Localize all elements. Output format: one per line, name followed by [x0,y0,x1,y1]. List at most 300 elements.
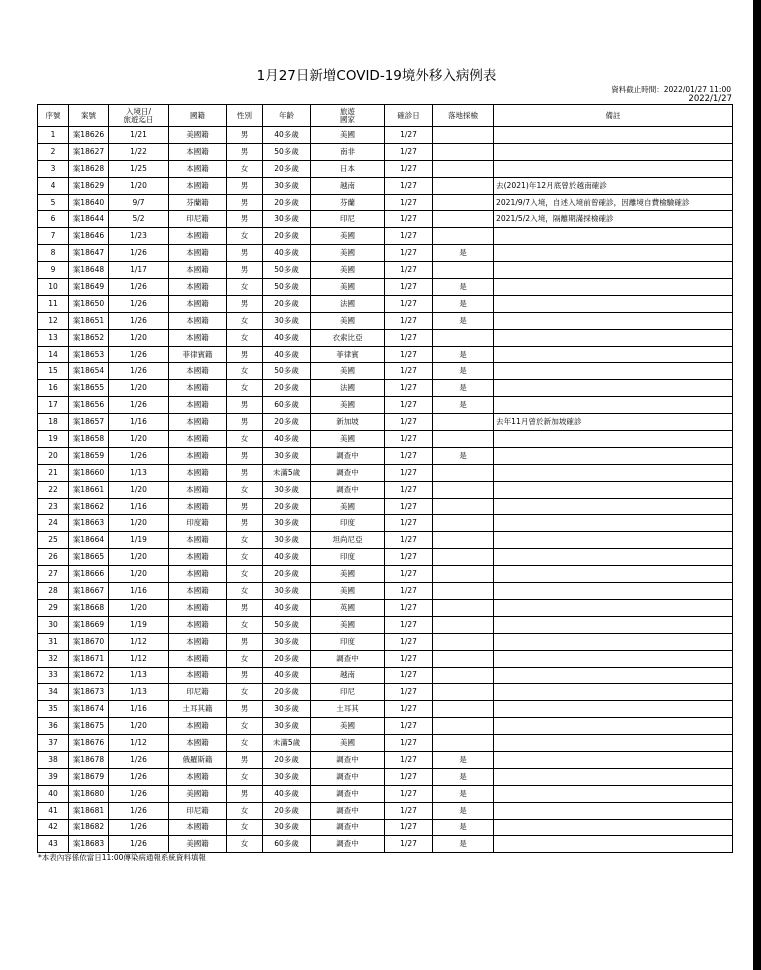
cell-seq: 4 [38,177,69,194]
cell-arrival-test [433,616,494,633]
cell-case-no: 案18650 [69,295,109,312]
cell-nationality: 本國籍 [169,329,227,346]
cell-nationality: 菲律賓籍 [169,346,227,363]
cell-arrival-test [433,498,494,515]
cell-travel-country: 越南 [311,177,385,194]
cell-case-no: 案18670 [69,633,109,650]
cell-confirm-date: 1/27 [385,599,433,616]
cell-entry-date: 1/23 [109,228,169,245]
cell-seq: 18 [38,414,69,431]
cell-case-no: 案18662 [69,498,109,515]
cell-sex: 男 [227,245,263,262]
cell-sex: 女 [227,583,263,600]
cell-case-no: 案18626 [69,127,109,144]
cell-entry-date: 1/19 [109,532,169,549]
cell-case-no: 案18678 [69,751,109,768]
cell-sex: 女 [227,363,263,380]
cell-seq: 33 [38,667,69,684]
cell-sex: 男 [227,127,263,144]
cell-age: 60多歲 [263,836,311,853]
cell-age: 50多歲 [263,363,311,380]
cell-sex: 女 [227,431,263,448]
table-row [38,515,733,532]
cell-sex: 女 [227,718,263,735]
cell-sex: 男 [227,295,263,312]
cell-age: 30多歲 [263,211,311,228]
cell-sex: 女 [227,566,263,583]
cell-arrival-test [433,667,494,684]
cell-entry-date: 1/17 [109,262,169,279]
cell-seq: 17 [38,397,69,414]
cell-confirm-date: 1/27 [385,650,433,667]
cell-age: 未滿5歲 [263,464,311,481]
cell-remarks [494,245,733,262]
cell-seq: 21 [38,464,69,481]
cell-remarks [494,279,733,296]
cell-confirm-date: 1/27 [385,245,433,262]
cell-entry-date: 1/20 [109,599,169,616]
cell-nationality: 本國籍 [169,667,227,684]
cell-arrival-test: 是 [433,295,494,312]
page-title: 1月27日新增COVID-19境外移入病例表 [256,68,497,84]
cell-entry-date: 1/20 [109,481,169,498]
cell-confirm-date: 1/27 [385,633,433,650]
cell-age: 30多歲 [263,701,311,718]
report-date: 2022/1/27 [688,94,732,104]
table-row [38,566,733,583]
cell-nationality: 本國籍 [169,464,227,481]
cell-case-no: 案18629 [69,177,109,194]
cell-arrival-test [433,549,494,566]
table-row [38,802,733,819]
cell-seq: 7 [38,228,69,245]
cell-confirm-date: 1/27 [385,751,433,768]
table-row [38,194,733,211]
cell-age: 30多歲 [263,481,311,498]
cell-case-no: 案18644 [69,211,109,228]
cell-case-no: 案18681 [69,802,109,819]
table-row [38,312,733,329]
table-row [38,751,733,768]
cell-seq: 16 [38,380,69,397]
cell-confirm-date: 1/27 [385,431,433,448]
table-row [38,498,733,515]
cell-arrival-test: 是 [433,279,494,296]
cell-entry-date: 1/13 [109,667,169,684]
cell-age: 30多歲 [263,515,311,532]
table-row [38,262,733,279]
cell-travel-country: 印度 [311,549,385,566]
cell-travel-country: 調查中 [311,481,385,498]
cell-entry-date: 1/13 [109,684,169,701]
cell-confirm-date: 1/27 [385,312,433,329]
cell-case-no: 案18680 [69,785,109,802]
cell-age: 未滿5歲 [263,735,311,752]
table-row [38,211,733,228]
cell-seq: 5 [38,194,69,211]
cell-nationality: 印度籍 [169,515,227,532]
cell-arrival-test: 是 [433,768,494,785]
cell-remarks [494,785,733,802]
cell-entry-date: 1/26 [109,279,169,296]
cell-entry-date: 1/16 [109,701,169,718]
cell-travel-country: 美國 [311,245,385,262]
cell-sex: 女 [227,481,263,498]
cell-travel-country: 美國 [311,127,385,144]
cell-arrival-test [433,566,494,583]
cell-arrival-test [433,194,494,211]
cell-case-no: 案18669 [69,616,109,633]
cell-arrival-test [433,143,494,160]
cell-sex: 男 [227,498,263,515]
cell-remarks [494,751,733,768]
cell-nationality: 本國籍 [169,363,227,380]
cell-entry-date: 1/20 [109,329,169,346]
cell-arrival-test [433,701,494,718]
cell-arrival-test: 是 [433,397,494,414]
cell-confirm-date: 1/27 [385,735,433,752]
cell-nationality: 本國籍 [169,177,227,194]
table-row [38,684,733,701]
cell-seq: 37 [38,735,69,752]
cell-case-no: 案18658 [69,431,109,448]
cell-travel-country: 坦尚尼亞 [311,532,385,549]
cell-travel-country: 調查中 [311,819,385,836]
cell-age: 30多歲 [263,447,311,464]
cell-arrival-test [433,431,494,448]
cell-remarks [494,312,733,329]
cell-remarks [494,143,733,160]
cell-travel-country: 新加坡 [311,414,385,431]
table-row [38,380,733,397]
cell-case-no: 案18661 [69,481,109,498]
cell-remarks [494,532,733,549]
cell-age: 30多歲 [263,633,311,650]
cell-entry-date: 1/26 [109,836,169,853]
cell-confirm-date: 1/27 [385,785,433,802]
cell-seq: 13 [38,329,69,346]
cell-sex: 男 [227,515,263,532]
cell-case-no: 案18651 [69,312,109,329]
cell-case-no: 案18673 [69,684,109,701]
cell-nationality: 本國籍 [169,819,227,836]
cell-travel-country: 調查中 [311,768,385,785]
cell-travel-country: 調查中 [311,447,385,464]
cell-arrival-test [433,414,494,431]
table-row [38,177,733,194]
header-sex: 性別 [227,105,263,127]
cell-remarks: 去(2021)年12月底曾於越南確診 [494,177,733,194]
cell-age: 40多歲 [263,599,311,616]
cell-age: 40多歲 [263,549,311,566]
cell-remarks [494,549,733,566]
cell-sex: 女 [227,819,263,836]
cell-remarks [494,329,733,346]
cell-sex: 女 [227,768,263,785]
cell-sex: 男 [227,143,263,160]
cell-arrival-test: 是 [433,751,494,768]
cell-entry-date: 1/26 [109,802,169,819]
cell-arrival-test [433,650,494,667]
cell-sex: 男 [227,464,263,481]
cell-confirm-date: 1/27 [385,718,433,735]
cell-case-no: 案18668 [69,599,109,616]
cell-confirm-date: 1/27 [385,329,433,346]
cell-age: 20多歲 [263,751,311,768]
cell-nationality: 本國籍 [169,380,227,397]
cell-remarks: 2021/9/7入境，自述入境前曾確診，因離境自費檢驗確診 [494,194,733,211]
cell-entry-date: 1/16 [109,498,169,515]
table-row [38,583,733,600]
cell-confirm-date: 1/27 [385,279,433,296]
header-travel-country [311,105,385,127]
cell-remarks [494,566,733,583]
cell-case-no: 案18627 [69,143,109,160]
cell-seq: 23 [38,498,69,515]
cell-case-no: 案18666 [69,566,109,583]
cell-seq: 6 [38,211,69,228]
cell-arrival-test [433,718,494,735]
cell-sex: 女 [227,279,263,296]
cell-remarks [494,633,733,650]
cell-nationality: 本國籍 [169,228,227,245]
cell-sex: 男 [227,785,263,802]
cell-nationality: 本國籍 [169,498,227,515]
cell-confirm-date: 1/27 [385,549,433,566]
cell-case-no: 案18667 [69,583,109,600]
cell-remarks [494,481,733,498]
cell-seq: 24 [38,515,69,532]
cell-age: 30多歲 [263,819,311,836]
cell-nationality: 本國籍 [169,295,227,312]
cell-arrival-test [433,633,494,650]
cell-travel-country: 法國 [311,380,385,397]
cell-seq: 30 [38,616,69,633]
cell-seq: 1 [38,127,69,144]
cell-nationality: 印尼籍 [169,684,227,701]
cell-age: 40多歲 [263,127,311,144]
cell-remarks: 去年11月曾於新加坡確診 [494,414,733,431]
cell-case-no: 案18676 [69,735,109,752]
cell-travel-country: 越南 [311,667,385,684]
header-confirm-date: 確診日 [385,105,433,127]
cell-travel-country: 衣索比亞 [311,329,385,346]
table-row [38,532,733,549]
cell-nationality: 本國籍 [169,735,227,752]
cell-arrival-test: 是 [433,447,494,464]
cell-arrival-test [433,127,494,144]
cell-confirm-date: 1/27 [385,143,433,160]
cell-sex: 男 [227,346,263,363]
cell-seq: 8 [38,245,69,262]
cell-nationality: 本國籍 [169,160,227,177]
cell-remarks [494,667,733,684]
cell-remarks [494,464,733,481]
cell-age: 50多歲 [263,143,311,160]
cell-entry-date: 1/19 [109,616,169,633]
cell-nationality: 土耳其籍 [169,701,227,718]
cell-nationality: 本國籍 [169,262,227,279]
cell-seq: 34 [38,684,69,701]
cell-case-no: 案18656 [69,397,109,414]
cell-seq: 19 [38,431,69,448]
cell-case-no: 案18652 [69,329,109,346]
cell-age: 60多歲 [263,397,311,414]
cell-confirm-date: 1/27 [385,228,433,245]
cell-age: 20多歲 [263,802,311,819]
cell-entry-date: 1/26 [109,363,169,380]
cell-confirm-date: 1/27 [385,194,433,211]
cell-nationality: 本國籍 [169,279,227,296]
cell-confirm-date: 1/27 [385,515,433,532]
cell-seq: 25 [38,532,69,549]
cell-nationality: 美國籍 [169,836,227,853]
cell-age: 30多歲 [263,532,311,549]
cell-travel-country: 美國 [311,498,385,515]
cell-remarks [494,295,733,312]
cell-age: 50多歲 [263,616,311,633]
cell-seq: 42 [38,819,69,836]
cell-entry-date: 9/7 [109,194,169,211]
cell-case-no: 案18665 [69,549,109,566]
cell-arrival-test [433,160,494,177]
cell-sex: 女 [227,735,263,752]
cell-arrival-test [433,329,494,346]
table-row [38,228,733,245]
cell-entry-date: 1/26 [109,295,169,312]
cell-age: 30多歲 [263,583,311,600]
cell-confirm-date: 1/27 [385,262,433,279]
cell-nationality: 芬蘭籍 [169,194,227,211]
cell-remarks [494,160,733,177]
cell-sex: 女 [227,836,263,853]
table-row [38,346,733,363]
cell-nationality: 本國籍 [169,245,227,262]
cell-remarks [494,684,733,701]
cell-remarks [494,768,733,785]
table-row [38,245,733,262]
cell-confirm-date: 1/27 [385,211,433,228]
cell-travel-country: 美國 [311,431,385,448]
cell-sex: 男 [227,633,263,650]
cell-nationality: 本國籍 [169,397,227,414]
cell-sex: 女 [227,329,263,346]
header-age: 年齡 [263,105,311,127]
cell-remarks [494,701,733,718]
cell-travel-country: 菲律賓 [311,346,385,363]
cell-arrival-test [433,515,494,532]
cell-entry-date: 1/22 [109,143,169,160]
cell-remarks [494,397,733,414]
header-travel-country-text: 旅遊 國家 [340,106,355,124]
table-row [38,819,733,836]
table-row [38,431,733,448]
cell-case-no: 案18683 [69,836,109,853]
cell-entry-date: 1/26 [109,447,169,464]
cell-age: 40多歲 [263,329,311,346]
header-arrival-test: 落地採檢 [433,105,494,127]
cell-case-no: 案18640 [69,194,109,211]
cell-nationality: 本國籍 [169,532,227,549]
cell-case-no: 案18654 [69,363,109,380]
cell-travel-country: 英國 [311,599,385,616]
cell-arrival-test: 是 [433,312,494,329]
cell-remarks [494,616,733,633]
cell-confirm-date: 1/27 [385,177,433,194]
cell-case-no: 案18649 [69,279,109,296]
cell-travel-country: 美國 [311,363,385,380]
cell-entry-date: 1/20 [109,566,169,583]
header-remarks: 備註 [494,105,733,127]
cell-nationality: 本國籍 [169,650,227,667]
cell-sex: 女 [227,549,263,566]
table-body [38,127,733,853]
cell-case-no: 案18672 [69,667,109,684]
cell-sex: 女 [227,802,263,819]
cell-sex: 男 [227,701,263,718]
table-row [38,701,733,718]
table-row [38,143,733,160]
cell-arrival-test [433,532,494,549]
cell-sex: 男 [227,667,263,684]
cell-remarks [494,515,733,532]
cell-arrival-test [433,177,494,194]
cell-entry-date: 1/12 [109,735,169,752]
cell-seq: 14 [38,346,69,363]
cell-entry-date: 1/20 [109,515,169,532]
cell-travel-country: 調查中 [311,650,385,667]
cell-case-no: 案18679 [69,768,109,785]
cell-seq: 15 [38,363,69,380]
cell-remarks [494,650,733,667]
cell-arrival-test [433,481,494,498]
cell-arrival-test [433,735,494,752]
cell-seq: 29 [38,599,69,616]
cell-seq: 40 [38,785,69,802]
cell-arrival-test: 是 [433,346,494,363]
table-row [38,414,733,431]
cell-age: 40多歲 [263,245,311,262]
cell-age: 20多歲 [263,498,311,515]
cell-age: 30多歲 [263,177,311,194]
cell-case-no: 案18647 [69,245,109,262]
footnote: *本表內容係依當日11:00傳染病通報系統資料填報 [38,853,206,862]
cell-remarks [494,583,733,600]
cell-confirm-date: 1/27 [385,684,433,701]
cell-nationality: 本國籍 [169,481,227,498]
cell-age: 40多歲 [263,346,311,363]
cell-age: 20多歲 [263,194,311,211]
cell-travel-country: 美國 [311,262,385,279]
header-seq: 序號 [38,105,69,127]
cell-case-no: 案18646 [69,228,109,245]
cell-arrival-test: 是 [433,363,494,380]
table-row [38,481,733,498]
cell-age: 20多歲 [263,160,311,177]
cell-arrival-test: 是 [433,802,494,819]
cell-travel-country: 調查中 [311,802,385,819]
cell-case-no: 案18682 [69,819,109,836]
cell-confirm-date: 1/27 [385,768,433,785]
cell-arrival-test [433,262,494,279]
table-row [38,549,733,566]
cell-sex: 男 [227,177,263,194]
cell-nationality: 印尼籍 [169,802,227,819]
cell-entry-date: 1/12 [109,650,169,667]
cell-nationality: 美國籍 [169,127,227,144]
cell-entry-date: 1/21 [109,127,169,144]
cell-seq: 22 [38,481,69,498]
